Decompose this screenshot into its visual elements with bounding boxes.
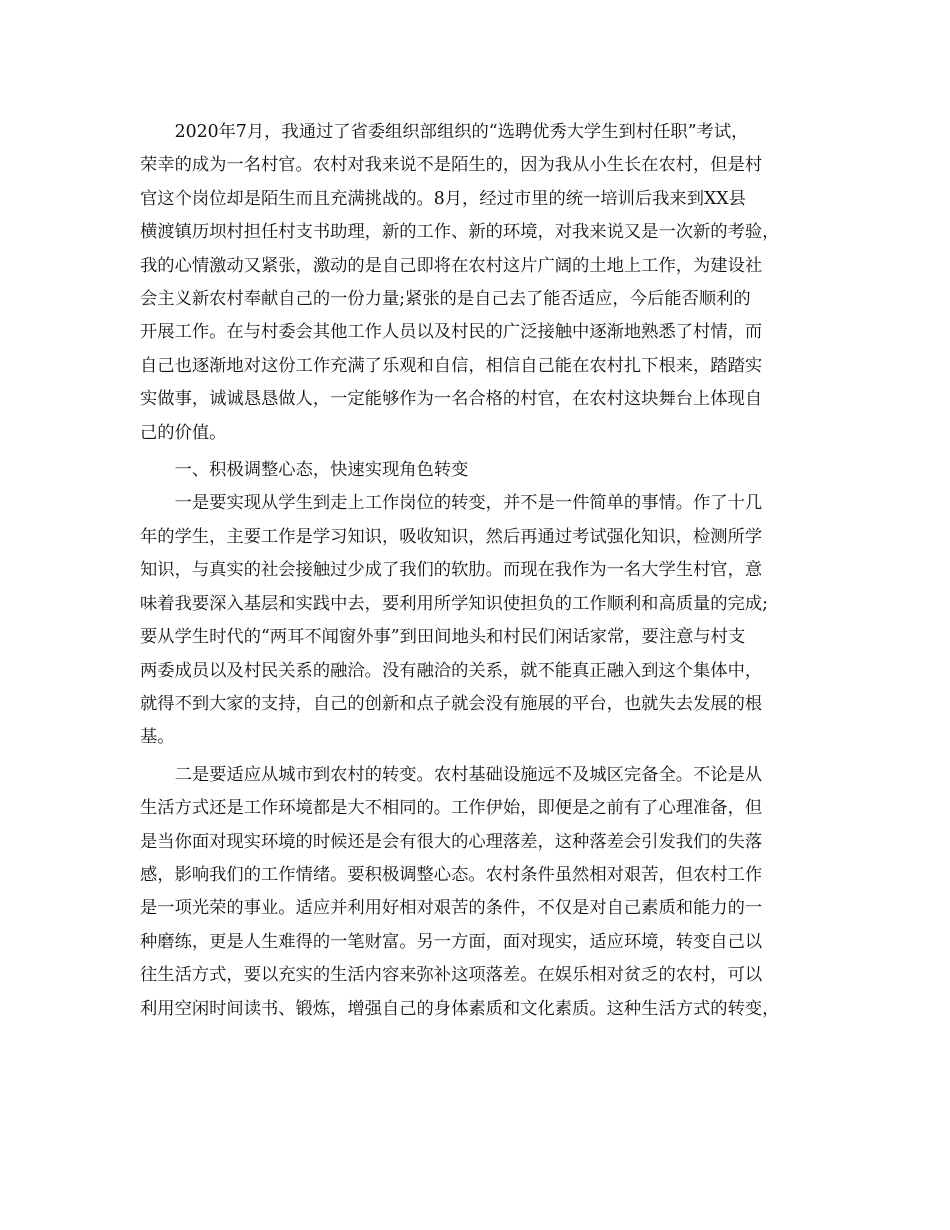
document-body — [140, 116, 830, 1026]
section-heading: 一、积极调整心态，快速实现角色转变 — [174, 460, 469, 481]
body-paragraph-2: 二是要适应从城市到农村的转变。农村基础设施远不及城区完备全。不论是从 生活方式还是工作环境都是大不相同的。工作伊始，即便是之前有了心理准备，但 是当你面对现实环境的时候还是会有很大的心理落差，这种落差会引发我们的失落 感，影响我们的工作情绪。要积极调整心态。农村条件虽然相对艰苦，但农村工作 是一项光荣的事业。适应并利用好相对艰苦的条件，不仅是对自己素质和能力的一 种磨练，更是人生难得的一笔财富。另一方面，面对现实，适应环境，转变自己以 往生活方式，要以充实的生活内容来弥补这项落差。在娱乐相对贫乏的农村，可以 利用空闲时间读书、锻炼，增强自己的身体素质和文化素质。这种生活方式的转变， — [140, 764, 780, 1019]
body-paragraph-1: 一是要实现从学生到走上工作岗位的转变，并不是一件简单的事情。作了十几 年的学生，主要工作是学习知识，吸收知识，然后再通过考试强化知识，检测所学 知识，与真实的社会接触过少成了我们的软肋。而现在我作为一名大学生村官，意 味着我要深入基层和实践中去，要利用所学知识使担负的工作顺利和高质量的完成; 要从学生时代的“两耳不闻窗外事”到田间地头和村民们闲话家常，要注意与村支 两委成员以及村民关系的融洽。没有融洽的关系，就不能真正融入到这个集体中， 就得不到大家的支持，自己的创新和点子就会没有施展的平台，也就失去发展的根 基。 — [140, 493, 768, 748]
intro-paragraph: 2020年7月，我通过了省委组织部组织的“选聘优秀大学生到村任职”考试， 荣幸的成为一名村官。农村对我来说不是陌生的，因为我从小生长在农村，但是村 官这个岗位却是陌生而且充满挑战的。8月，经过市里的统一培训后我来到XX县 横渡镇历坝村担任村支书助理，新的工作、新的环境，对我来说又是一次新的考验， 我的心情激动又紧张，激动的是自己即将在农村这片广阔的土地上工作，为建设社 会主义新农村奉献自己的一份力量;紧张的是自己去了能否适应，今后能否顺利的 开展工作。在与村委会其他工作人员以及村民的广泛接触中逐渐地熟悉了村情，而 自己也逐渐地对这份工作充满了乐观和自信，相信自己能在农村扎下根来，踏踏实 实做事，诚诚恳恳做人，一定能够作为一名合格的村官，在农村这块舞台上体现自 己的价值。 — [140, 122, 780, 443]
